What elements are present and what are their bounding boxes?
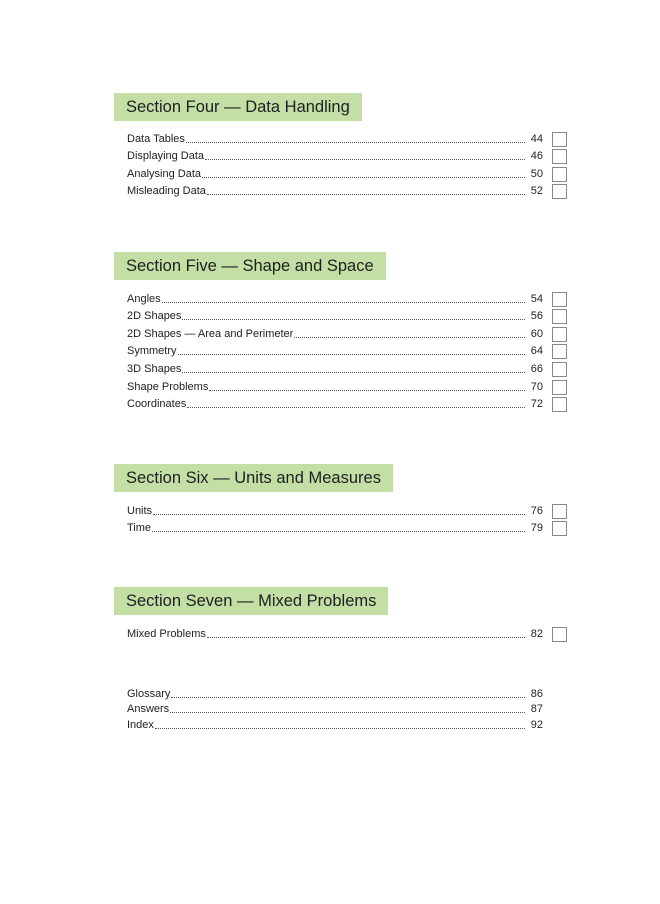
toc-entry-page: 70	[530, 380, 543, 393]
section-five-list	[127, 288, 567, 411]
toc-entry-title: 2D Shapes	[127, 310, 182, 323]
toc-entry-page: 56	[530, 310, 543, 323]
toc-entry-page: 52	[530, 185, 543, 198]
toc-entry[interactable]	[127, 146, 567, 164]
progress-checkbox[interactable]	[552, 309, 567, 324]
toc-entry[interactable]	[127, 358, 567, 376]
toc-entry-title: Time	[127, 522, 152, 535]
back-matter-list	[127, 685, 567, 732]
toc-entry-title: 2D Shapes — Area and Perimeter	[127, 327, 294, 340]
dot-leader	[170, 711, 525, 713]
dot-leader	[209, 389, 525, 391]
section-six-header: Section Six — Units and Measures	[114, 464, 393, 492]
toc-entry[interactable]	[127, 716, 567, 732]
toc-entry-title: Units	[127, 504, 153, 517]
dot-leader	[182, 371, 525, 373]
progress-checkbox[interactable]	[552, 521, 567, 536]
progress-checkbox[interactable]	[552, 380, 567, 395]
toc-entry[interactable]	[127, 394, 567, 412]
toc-entry-title: Answers	[127, 703, 170, 715]
toc-entry-title: Displaying Data	[127, 150, 205, 163]
dot-leader	[171, 696, 525, 698]
toc-entry-title: 3D Shapes	[127, 362, 182, 375]
toc-entry-page: 79	[530, 522, 543, 535]
section-seven-header: Section Seven — Mixed Problems	[114, 587, 388, 615]
toc-entry[interactable]	[127, 623, 567, 641]
dot-leader	[155, 727, 525, 729]
toc-entry-page: 92	[530, 718, 543, 731]
progress-checkbox[interactable]	[552, 292, 567, 307]
section-seven-list	[127, 623, 567, 641]
dot-leader	[187, 406, 525, 408]
progress-checkbox[interactable]	[552, 167, 567, 182]
progress-checkbox[interactable]	[552, 362, 567, 377]
progress-checkbox[interactable]	[552, 504, 567, 519]
toc-entry[interactable]	[127, 323, 567, 341]
progress-checkbox[interactable]	[552, 344, 567, 359]
dot-leader	[205, 158, 525, 160]
toc-entry[interactable]	[127, 341, 567, 359]
toc-entry[interactable]	[127, 163, 567, 181]
toc-entry-title: Shape Problems	[127, 380, 209, 393]
dot-leader	[162, 301, 525, 303]
section-five-header: Section Five — Shape and Space	[114, 252, 386, 280]
toc-entry-page: 87	[530, 703, 543, 715]
toc-entry-title: Glossary	[127, 687, 171, 700]
toc-entry[interactable]	[127, 701, 567, 717]
toc-entry-page: 76	[530, 504, 543, 517]
toc-entry[interactable]	[127, 128, 567, 146]
toc-entry-page: 46	[530, 150, 543, 163]
toc-entry-title: Symmetry	[127, 345, 177, 358]
dot-leader	[178, 353, 526, 355]
toc-entry-title: Index	[127, 718, 154, 731]
toc-entry[interactable]	[127, 181, 567, 199]
progress-checkbox[interactable]	[552, 627, 567, 642]
dot-leader	[294, 336, 525, 338]
toc-entry-page: 54	[530, 292, 543, 305]
dot-leader	[202, 176, 525, 178]
toc-entry-page: 82	[530, 627, 543, 640]
dot-leader	[152, 530, 525, 532]
toc-entry-title: Misleading Data	[127, 185, 206, 198]
dot-leader	[186, 141, 525, 143]
toc-entry[interactable]	[127, 288, 567, 306]
toc-entry[interactable]	[127, 500, 567, 518]
toc-entry-title: Angles	[127, 292, 161, 305]
toc-entry-page: 50	[530, 167, 543, 180]
toc-entry-page: 60	[530, 327, 543, 340]
progress-checkbox[interactable]	[552, 149, 567, 164]
dot-leader	[182, 318, 525, 320]
progress-checkbox[interactable]	[552, 184, 567, 199]
toc-entry-title: Mixed Problems	[127, 627, 206, 640]
toc-entry-title: Coordinates	[127, 398, 187, 411]
dot-leader	[153, 513, 525, 515]
section-four-list	[127, 128, 567, 198]
toc-entry-page: 44	[530, 132, 543, 145]
dot-leader	[207, 636, 525, 638]
toc-entry-page: 86	[530, 687, 543, 700]
toc-entry-page: 64	[530, 345, 543, 358]
toc-entry-title: Analysing Data	[127, 167, 201, 180]
toc-entry[interactable]	[127, 306, 567, 324]
toc-entry[interactable]	[127, 518, 567, 536]
toc-entry-page: 66	[530, 362, 543, 375]
section-four-header: Section Four — Data Handling	[114, 93, 362, 121]
toc-entry-page: 72	[530, 398, 543, 411]
toc-entry-title: Data Tables	[127, 132, 185, 145]
progress-checkbox[interactable]	[552, 132, 567, 147]
toc-entry[interactable]	[127, 376, 567, 394]
section-six-list	[127, 500, 567, 535]
toc-entry[interactable]	[127, 685, 567, 701]
progress-checkbox[interactable]	[552, 397, 567, 412]
progress-checkbox[interactable]	[552, 327, 567, 342]
dot-leader	[207, 193, 525, 195]
